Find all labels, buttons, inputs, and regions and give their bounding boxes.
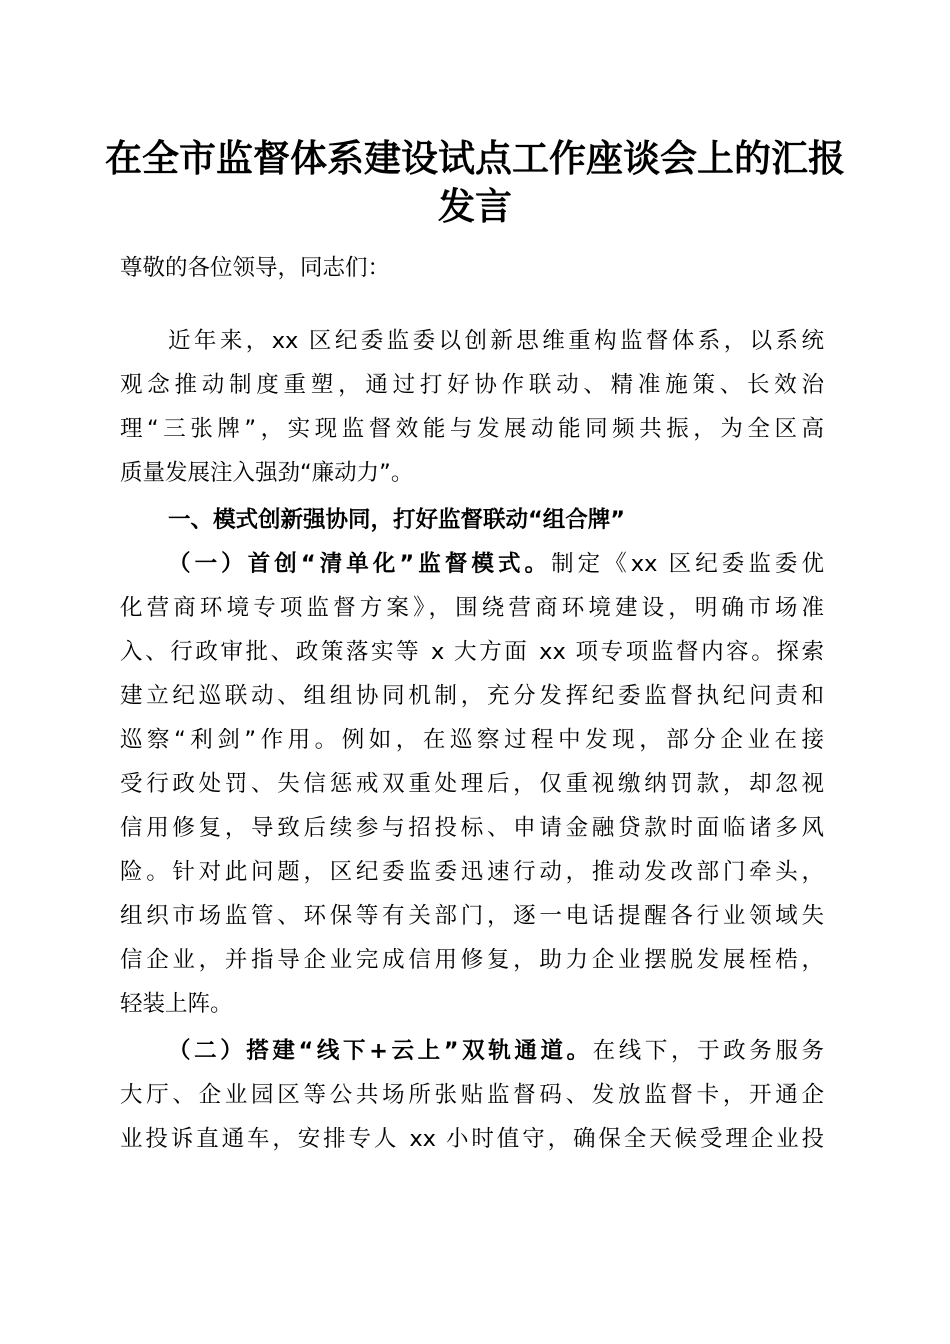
subsection-1-line-7: 信用修复，导致后续参与招投标、申请金融贷款时面临诸多风 — [120, 815, 824, 841]
intro-line-2: 观念推动制度重塑，通过打好协作联动、精准施策、长效治 — [120, 372, 824, 398]
subsection-1-line-4: 建立纪巡联动、组组协同机制，充分发挥纪委监督执纪问责和 — [120, 683, 824, 709]
intro-line-4: 质量发展注入强劲“廉动力”。 — [120, 460, 414, 486]
salutation: 尊敬的各位领导，同志们： — [120, 255, 391, 281]
document-title-line-2: 发言 — [438, 184, 512, 228]
intro-line-3: 理“三张牌”，实现监督效能与发展动能同频共振，为全区高 — [120, 416, 824, 442]
subsection-2-first-line-text: 在线下，于政务服务 — [592, 1038, 824, 1064]
subsection-1-line-8: 险。针对此问题，区纪委监委迅速行动，推动发改部门牵头， — [120, 859, 824, 885]
subsection-1-line-11: 轻装上阵。 — [120, 991, 233, 1017]
subsection-1-line-1 — [168, 548, 824, 580]
subsection-1-line-5: 巡察“利剑”作用。例如，在巡察过程中发现，部分企业在接 — [120, 727, 824, 753]
subsection-1-line-9: 组织市场监管、环保等有关部门，逐一电话提醒各行业领域失 — [120, 903, 824, 929]
subsection-1-line-2: 化营商环境专项监督方案》，围绕营商环境建设，明确市场准 — [120, 595, 824, 621]
subsection-2-line-2: 大厅、企业园区等公共场所张贴监督码、发放监督卡，开通企 — [120, 1082, 824, 1108]
document-title-line-1: 在全市监督体系建设试点工作座谈会上的汇报 — [105, 136, 845, 180]
intro-line-1: 近年来，xx 区纪委监委以创新思维重构监督体系，以系统 — [168, 328, 824, 354]
subsection-1-title: （一）首创“清单化”监督模式。 — [168, 551, 552, 577]
subsection-1-line-3: 入、行政审批、政策落实等 x 大方面 xx 项专项监督内容。探索 — [120, 639, 824, 665]
subsection-2-line-1 — [168, 1035, 824, 1067]
subsection-2-line-3: 业投诉直通车，安排专人 xx 小时值守，确保全天候受理企业投 — [120, 1126, 824, 1152]
subsection-1-line-6: 受行政处罚、失信惩戒双重处理后，仅重视缴纳罚款，却忽视 — [120, 771, 824, 797]
subsection-2-title: （二）搭建“线下+云上”双轨通道。 — [168, 1038, 593, 1064]
subsection-1-first-line-text: 制定《xx 区纪委监委优 — [551, 551, 824, 577]
section-1-heading: 一、模式创新强协同，打好监督联动“组合牌” — [168, 507, 626, 533]
subsection-1-line-10: 信企业，并指导企业完成信用修复，助力企业摆脱发展桎梏， — [120, 947, 824, 973]
